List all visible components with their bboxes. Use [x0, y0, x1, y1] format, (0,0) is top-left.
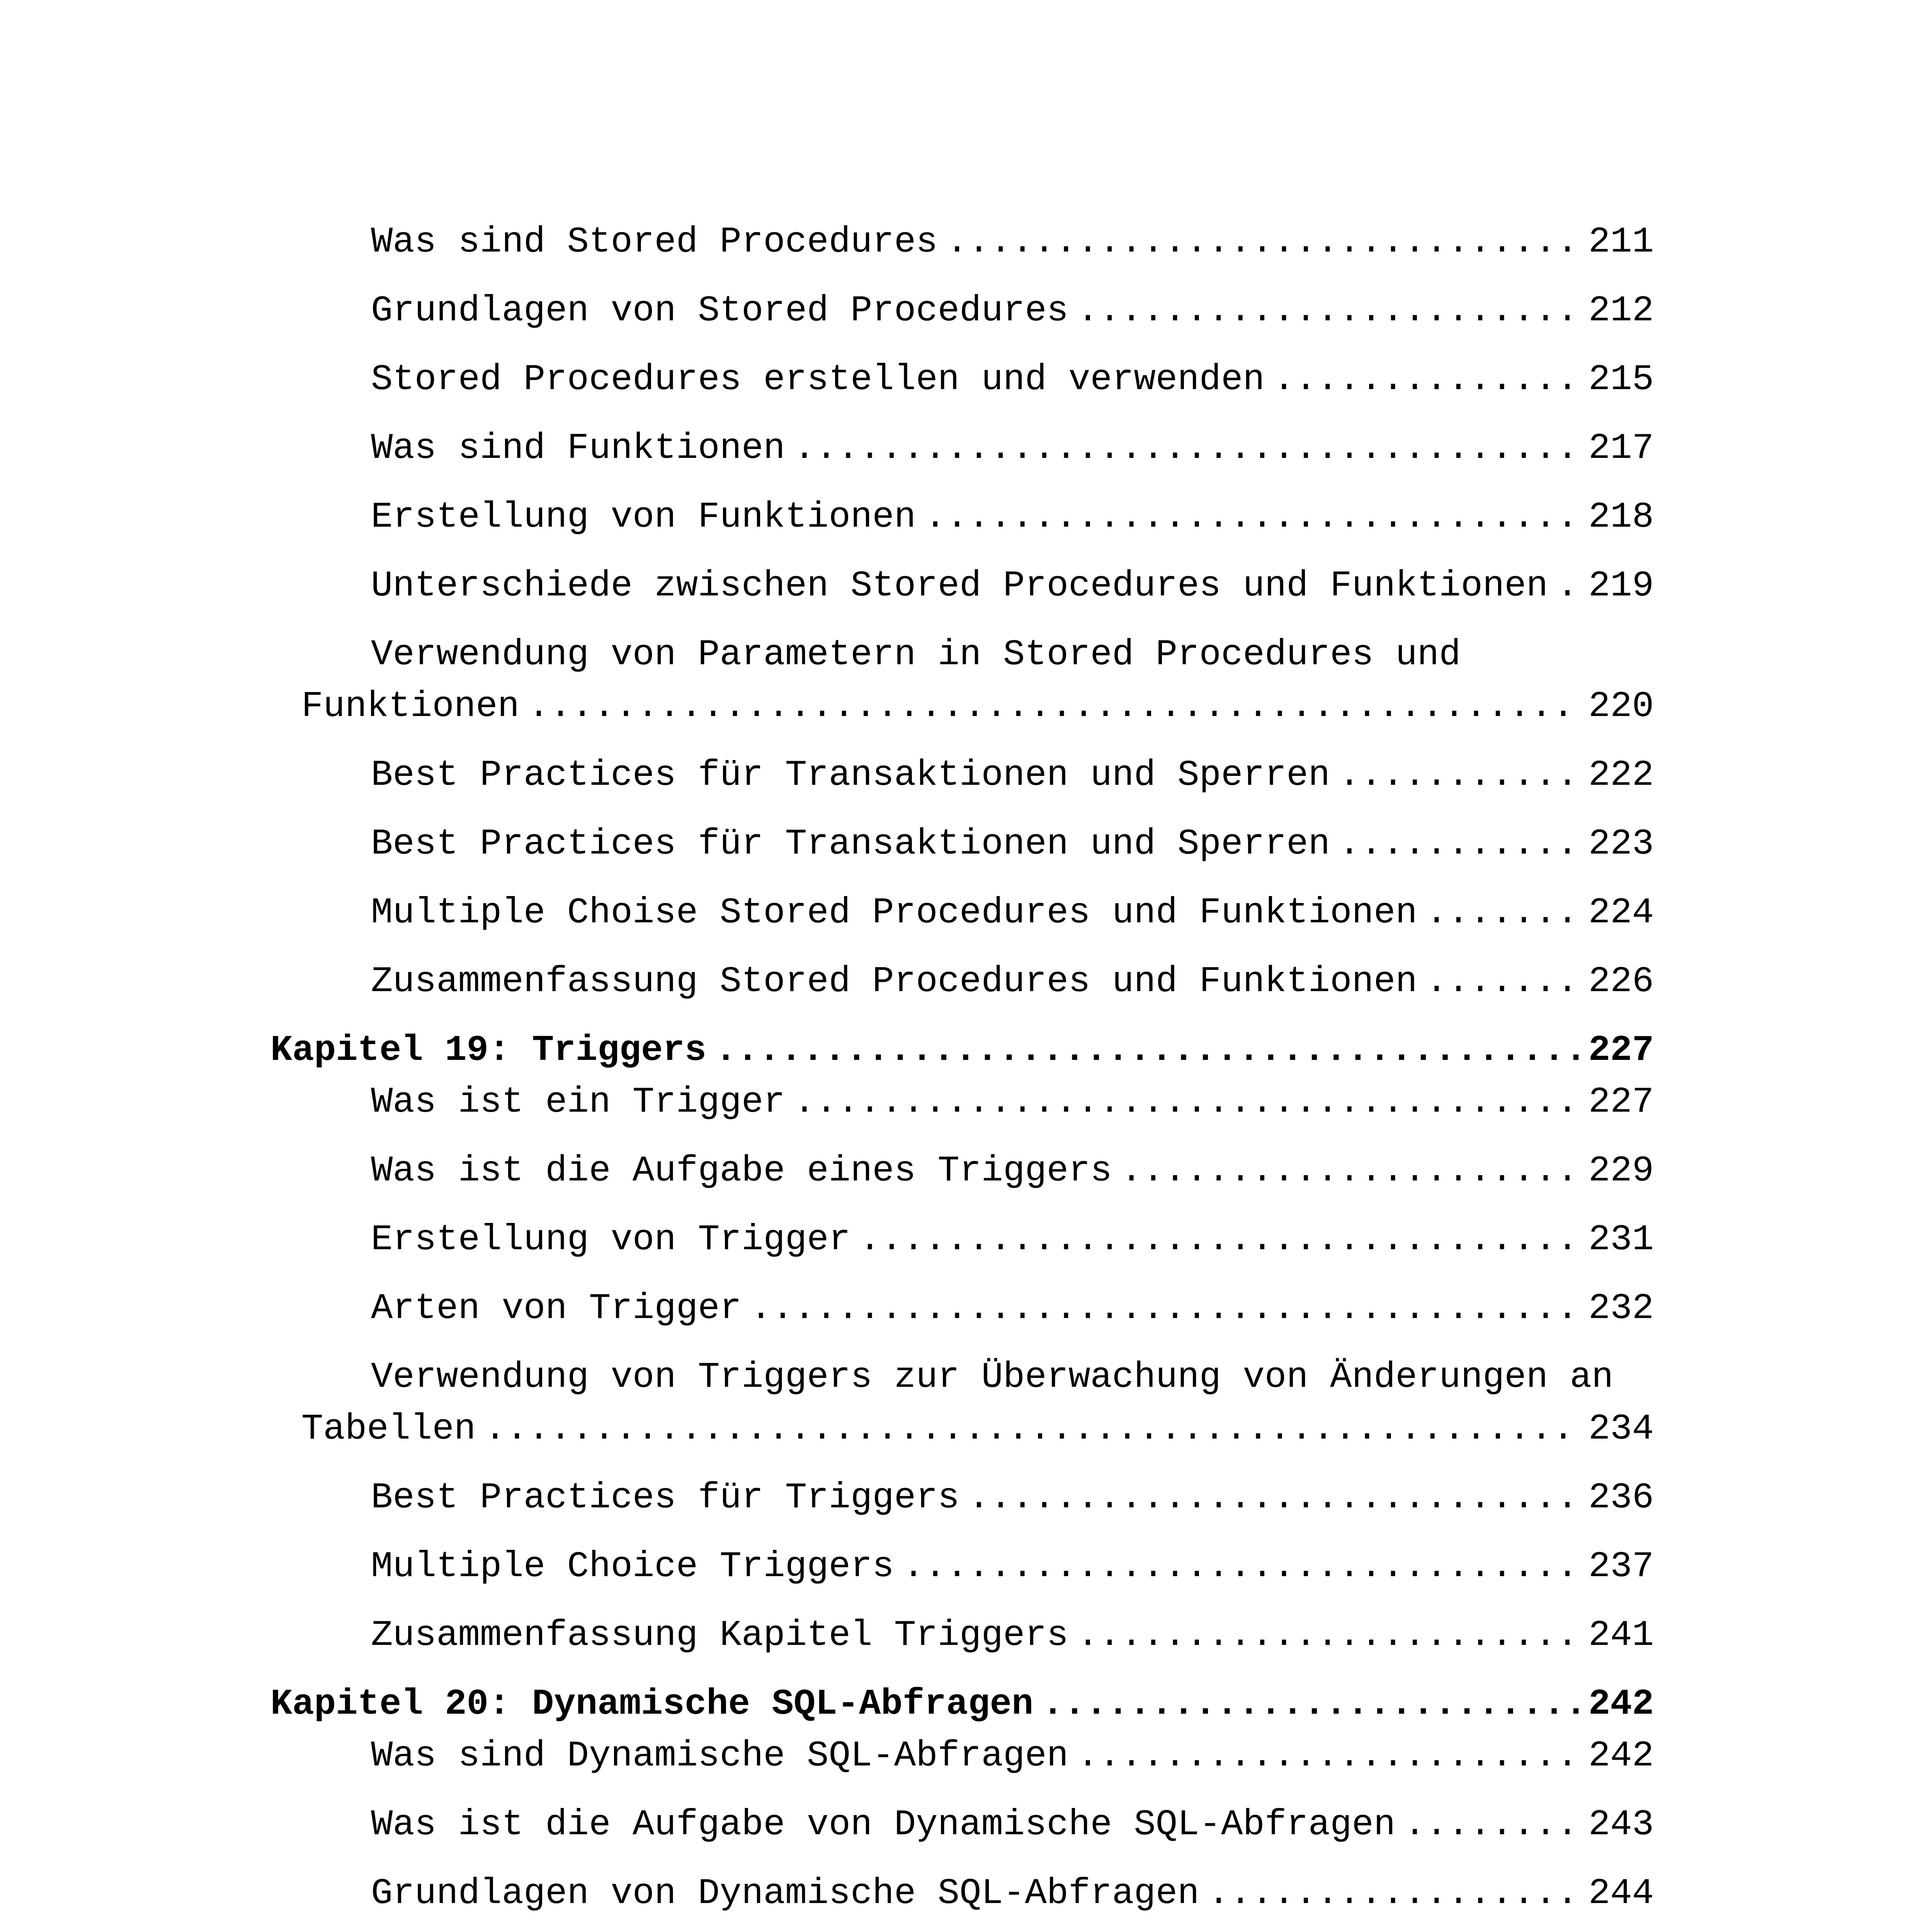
- toc-chapter-entry: [270, 1679, 1654, 1730]
- toc-dot-leader: [484, 1403, 1580, 1455]
- toc-dot-leader: [715, 1025, 1580, 1077]
- toc-entry-title: Grundlagen von Dynamische SQL-Abfragen: [371, 1873, 1199, 1914]
- toc-section-entry: [270, 1541, 1654, 1593]
- toc-entry-line: [270, 1077, 1654, 1128]
- toc-entry-title: Stored Procedures erstellen und verwenden: [371, 359, 1265, 400]
- toc-page-number: 243: [1588, 1804, 1654, 1845]
- toc-dot-leader: [1404, 1799, 1580, 1851]
- toc-section-entry: [270, 1283, 1654, 1335]
- toc-entry-line: [270, 1403, 1654, 1455]
- toc-entry-title: Tabellen: [301, 1409, 476, 1450]
- toc-dot-leader: [1556, 560, 1580, 612]
- toc-dot-leader: [1426, 956, 1580, 1008]
- toc-dot-leader: [1077, 285, 1580, 337]
- toc-dot-leader: [1121, 1145, 1580, 1197]
- toc-section-entry: [270, 1799, 1654, 1851]
- toc-section-entry: [270, 560, 1654, 612]
- toc-page-number: 220: [1588, 686, 1654, 727]
- toc-page-number: 217: [1588, 428, 1654, 469]
- toc-dot-leader: [903, 1541, 1580, 1593]
- toc-page-number: 223: [1588, 824, 1654, 865]
- toc-section-entry: [270, 818, 1654, 870]
- toc-page-number: 219: [1588, 566, 1654, 607]
- toc-section-entry: [270, 216, 1654, 268]
- toc-section-entry: [270, 492, 1654, 543]
- toc-dot-leader: [946, 216, 1580, 268]
- toc-page-number: 227: [1588, 1030, 1654, 1071]
- toc-page-number: 222: [1588, 755, 1654, 796]
- toc-page-number: 226: [1588, 961, 1654, 1002]
- toc-entry-line: [270, 1025, 1654, 1077]
- toc-entry-line: [270, 887, 1654, 939]
- toc-dot-leader: [1042, 1679, 1580, 1730]
- toc-entry-line: [270, 1868, 1654, 1920]
- toc-entry-title: Unterschiede zwischen Stored Procedures und Funktionen: [371, 566, 1548, 607]
- toc-section-entry: [270, 285, 1654, 337]
- toc-entry-line: [270, 629, 1654, 681]
- toc-entry-title: Erstellung von Funktionen: [371, 497, 916, 538]
- toc-section-entry: [270, 956, 1654, 1008]
- toc-entry-title: Verwendung von Parametern in Stored Procedures und: [371, 634, 1461, 675]
- toc-entry-line: [270, 285, 1654, 337]
- toc-dot-leader: [924, 492, 1580, 543]
- toc-entry-title: Best Practices für Transaktionen und Sperren: [371, 824, 1330, 865]
- toc-entry-line: [270, 818, 1654, 870]
- toc-entry-line: [270, 1610, 1654, 1662]
- toc-entry-title: Multiple Choise Stored Procedures und Funktionen: [371, 893, 1417, 934]
- toc-entry-title: Was ist die Aufgabe von Dynamische SQL-Abfragen: [371, 1804, 1396, 1845]
- toc-dot-leader: [528, 681, 1580, 733]
- toc-entry-title: Was ist ein Trigger: [371, 1082, 785, 1123]
- toc-entry-title: Multiple Choice Triggers: [371, 1546, 894, 1587]
- toc-dot-leader: [750, 1283, 1580, 1335]
- toc-entry-title: Kapitel 20: Dynamische SQL-Abfragen: [270, 1684, 1034, 1725]
- toc-entry-title: Kapitel 19: Triggers: [270, 1030, 707, 1071]
- toc-section-entry: [270, 629, 1654, 733]
- toc-entry-line: [270, 560, 1654, 612]
- toc-entry-line: [270, 681, 1654, 733]
- toc-section-entry: [270, 1730, 1654, 1782]
- toc-dot-leader: [1077, 1610, 1580, 1662]
- toc-entry-title: Verwendung von Triggers zur Überwachung von Änderungen an: [371, 1357, 1614, 1398]
- toc-entry-title: Was ist die Aufgabe eines Triggers: [371, 1151, 1112, 1192]
- toc-entry-line: [270, 354, 1654, 406]
- toc-page-number: 231: [1588, 1219, 1654, 1260]
- toc-page-number: 229: [1588, 1151, 1654, 1192]
- toc-chapter-entry: [270, 1025, 1654, 1077]
- toc-section-entry: [270, 1472, 1654, 1524]
- toc-page-number: 237: [1588, 1546, 1654, 1587]
- toc-entry-title: Was sind Funktionen: [371, 428, 785, 469]
- toc-page-number: 232: [1588, 1288, 1654, 1329]
- toc-page-number: 242: [1588, 1736, 1654, 1777]
- toc-dot-leader: [1077, 1730, 1580, 1782]
- toc-section-entry: [270, 423, 1654, 474]
- toc-entry-title: Grundlagen von Stored Procedures: [371, 291, 1069, 332]
- toc-page-number: 212: [1588, 291, 1654, 332]
- toc-dot-leader: [1426, 887, 1580, 939]
- toc-dot-leader: [859, 1214, 1580, 1266]
- toc-entry-line: [270, 1145, 1654, 1197]
- toc-dot-leader: [1339, 818, 1580, 870]
- toc-section-entry: [270, 887, 1654, 939]
- toc-section-entry: [270, 750, 1654, 801]
- toc-page-number: 215: [1588, 359, 1654, 400]
- toc-page-number: 227: [1588, 1082, 1654, 1123]
- toc-entry-title: Zusammenfassung Stored Procedures und Funktionen: [371, 961, 1417, 1002]
- toc-dot-leader: [968, 1472, 1580, 1524]
- toc-section-entry: [270, 1610, 1654, 1662]
- toc-page-number: 224: [1588, 893, 1654, 934]
- toc-entry-line: [270, 1214, 1654, 1266]
- toc-section-entry: [270, 1145, 1654, 1197]
- toc-entry-line: [270, 1472, 1654, 1524]
- toc-section-entry: [270, 1077, 1654, 1128]
- toc-entry-title: Was sind Stored Procedures: [371, 222, 938, 263]
- table-of-contents: [270, 216, 1654, 1932]
- toc-entry-title: Best Practices für Triggers: [371, 1478, 960, 1519]
- toc-dot-leader: [1339, 750, 1580, 801]
- toc-entry-title: Was sind Dynamische SQL-Abfragen: [371, 1736, 1069, 1777]
- toc-section-entry: [270, 354, 1654, 406]
- toc-page-number: 211: [1588, 222, 1654, 263]
- toc-entry-line: [270, 1730, 1654, 1782]
- toc-entry-line: [270, 216, 1654, 268]
- toc-entry-line: [270, 750, 1654, 801]
- toc-entry-line: [270, 423, 1654, 474]
- toc-dot-leader: [1208, 1868, 1580, 1920]
- toc-page-number: 244: [1588, 1873, 1654, 1914]
- toc-dot-leader: [1273, 354, 1580, 406]
- toc-page-number: 242: [1588, 1684, 1654, 1725]
- toc-section-entry: [270, 1868, 1654, 1920]
- toc-page-number: 241: [1588, 1615, 1654, 1656]
- toc-entry-title: Zusammenfassung Kapitel Triggers: [371, 1615, 1069, 1656]
- toc-entry-line: [270, 1352, 1654, 1403]
- toc-entry-line: [270, 1679, 1654, 1730]
- toc-entry-title: Best Practices für Transaktionen und Sperren: [371, 755, 1330, 796]
- toc-entry-line: [270, 1799, 1654, 1851]
- toc-page-number: 234: [1588, 1409, 1654, 1450]
- toc-entry-title: Funktionen: [301, 686, 520, 727]
- toc-entry-title: Arten von Trigger: [371, 1288, 742, 1329]
- toc-section-entry: [270, 1214, 1654, 1266]
- toc-page-number: 236: [1588, 1478, 1654, 1519]
- toc-entry-title: Erstellung von Trigger: [371, 1219, 851, 1260]
- toc-page-number: 218: [1588, 497, 1654, 538]
- toc-dot-leader: [794, 1077, 1580, 1128]
- toc-section-entry: [270, 1352, 1654, 1455]
- toc-entry-line: [270, 1283, 1654, 1335]
- toc-entry-line: [270, 1541, 1654, 1593]
- toc-entry-line: [270, 956, 1654, 1008]
- toc-entry-line: [270, 492, 1654, 543]
- toc-dot-leader: [794, 423, 1580, 474]
